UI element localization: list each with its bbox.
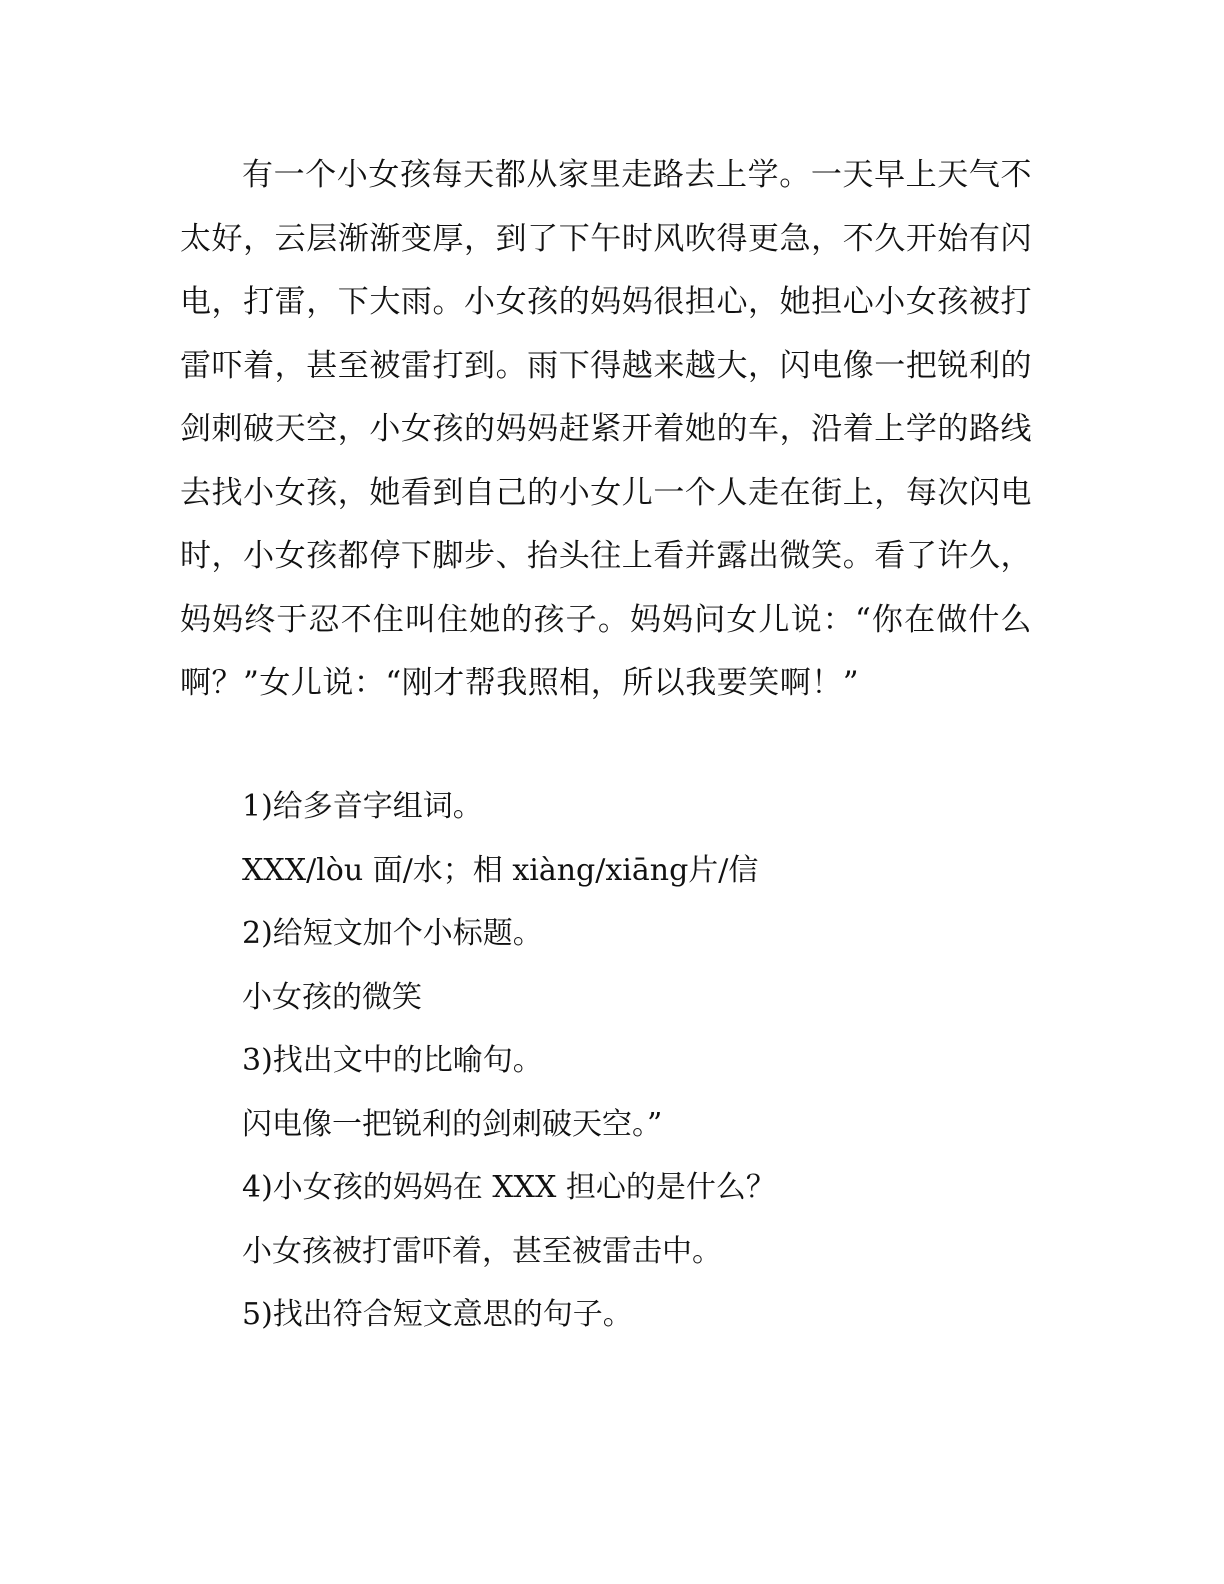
story-paragraph: 有一个小女孩每天都从家里走路去上学。一天早上天气不太好，云层渐渐变厚，到了下午时风吹得更急，不久开始有闪电，打雷，下大雨。小女孩的妈妈很担心，她担心小女孩被打雷吓着，甚至被雷打到。雨下得越来越大，闪电像一把锐利的剑刺破天空，小女孩的妈妈赶紧开着她的车，沿着上学的路线去找小女孩，她看到自己的小女儿一个人走在街上，每次闪电时，小女孩都停下脚步、抬头往上看并露出微笑。看了许久，妈妈终于忍不住叫住她的孩子。妈妈问女儿说：“你在做什么啊？”女儿说：“刚才帮我照相，所以我要笑啊！” xyxy=(180,157,1032,701)
answer-1: XXX/lòu 面/水；相 xiàng/xiāng片/信 xyxy=(242,852,759,888)
exercise-list xyxy=(242,775,1032,1347)
question-3: 3)找出文中的比喻句。 xyxy=(242,1043,543,1078)
question-2: 2)给短文加个小标题。 xyxy=(242,916,543,951)
answer-4: 小女孩被打雷吓着，甚至被雷击中。 xyxy=(242,1233,722,1269)
question-5: 5)找出符合短文意思的句子。 xyxy=(242,1297,633,1332)
answer-2: 小女孩的微笑 xyxy=(242,979,422,1015)
question-1: 1)给多音字组词。 xyxy=(242,789,483,824)
answer-3: 闪电像一把锐利的剑刺破天空。” xyxy=(242,1106,663,1142)
question-4: 4)小女孩的妈妈在 XXX 担心的是什么？ xyxy=(242,1170,776,1205)
